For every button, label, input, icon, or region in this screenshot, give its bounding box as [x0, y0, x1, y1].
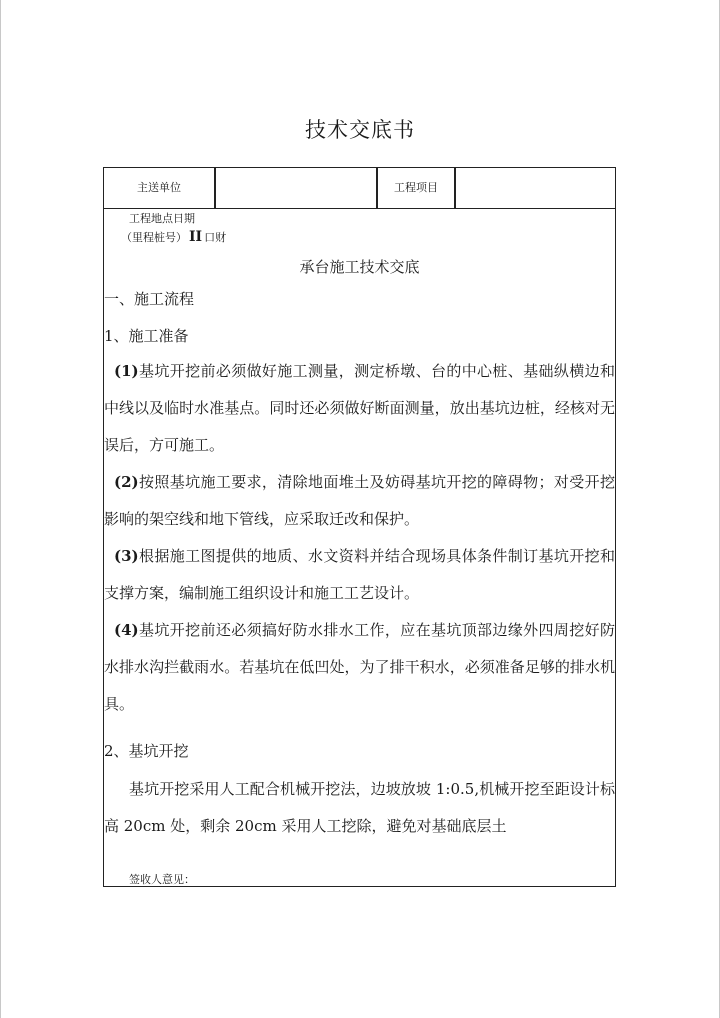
project-label: 工程项目 — [394, 181, 438, 194]
mileage-label — [121, 229, 226, 245]
heading-construction-process: 一、施工流程 — [104, 290, 195, 308]
item-number: (4) — [114, 621, 139, 639]
item-text: 根据施工图提供的地质、水文资料并结合现场具体条件制订基坑开挖和支撑方案，编制施工组织设计和施工工艺设计。 — [104, 547, 615, 602]
prep-item-1 — [104, 353, 615, 464]
prep-item-3 — [104, 538, 615, 612]
location-date-label: 工程地点日期 — [129, 212, 195, 225]
prep-item-4 — [104, 612, 615, 723]
divider — [376, 168, 378, 208]
item-text: 基坑开挖前还必须搞好防水排水工作，应在基坑顶部边缘外四周挖好防水排水沟拦截雨水。若基坑在低凹处，为了排干积水，必须准备足够的排水机具。 — [104, 621, 615, 713]
excavation-paragraph: 基坑开挖采用人工配合机械开挖法，边坡放坡 1:0.5,机械开挖至距设计标高 20cm 处，剩余 20cm 采用人工挖除，避免对基础底层土 — [104, 780, 615, 835]
item-number: (2) — [114, 473, 139, 491]
item-text: 按照基坑施工要求，清除地面堆土及妨碍基坑开挖的障碍物；对受开挖影响的架空线和地下管线，应采取迁改和保护。 — [104, 473, 615, 528]
document-title: 技术交底书 — [305, 118, 415, 142]
handover-form — [103, 167, 616, 887]
project-value[interactable] — [456, 168, 614, 208]
heading-excavation: 2、基坑开挖 — [104, 742, 189, 760]
mileage-mark: II — [189, 229, 203, 245]
mileage-prefix: （里程桩号） — [121, 231, 187, 244]
mileage-suffix: 口财 — [204, 231, 227, 244]
item-text: 基坑开挖前必须做好施工测量，测定桥墩、台的中心桩、基础纵横边和中线以及临时水准基点。同时还必须做好断面测量，放出基坑边桩，经核对无误后，方可施工。 — [104, 362, 615, 454]
header-row — [104, 168, 615, 209]
page-edge-left — [0, 0, 1, 1018]
item-number: (3) — [114, 547, 139, 565]
heading-preparation: 1、施工准备 — [104, 327, 189, 345]
prep-item-2 — [104, 464, 615, 538]
section-title: 承台施工技术交底 — [299, 258, 420, 276]
unit-label: 主送单位 — [137, 181, 181, 194]
signature-label: 签收人意见： — [129, 873, 195, 886]
unit-value[interactable] — [216, 168, 376, 208]
item-number: (1) — [114, 362, 139, 380]
